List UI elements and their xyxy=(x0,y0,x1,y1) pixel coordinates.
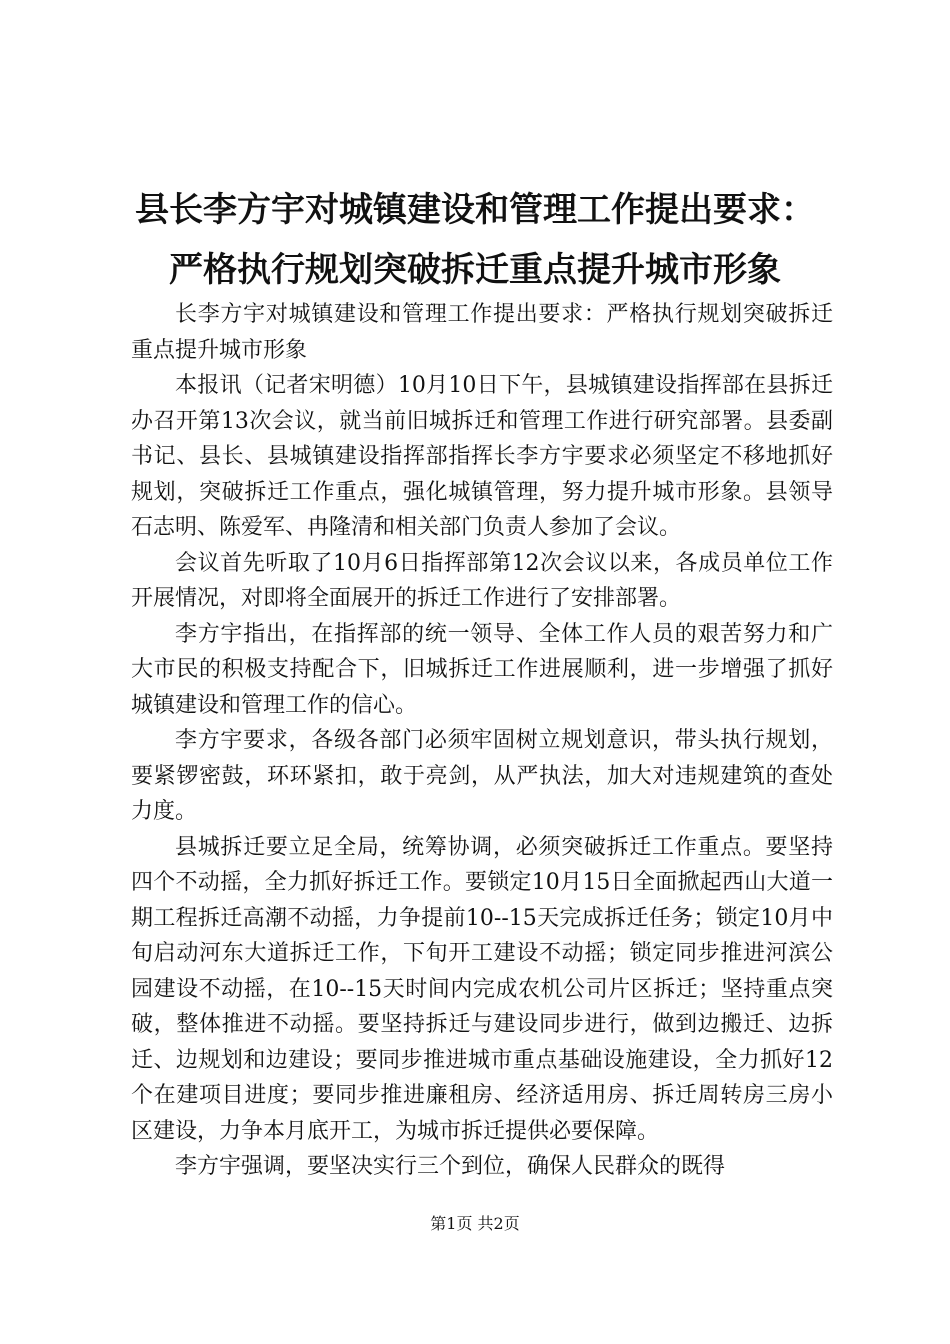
paragraph: 会议首先听取了10月6日指挥部第12次会议以来，各成员单位工作开展情况，对即将全面展开的拆迁工作进行了安排部署。 xyxy=(131,550,833,611)
page-footer: 第1页 共2页 xyxy=(430,1214,520,1233)
paragraph: 县城拆迁要立足全局，统筹协调，必须突破拆迁工作重点。要坚持四个不动摇，全力抓好拆迁工作。要锁定10月15日全面掀起西山大道一期工程拆迁高潮不动摇，力争提前10--15天完成拆迁任务；锁定10月中旬启动河东大道拆迁工作，下旬开工建设不动摇；锁定同步推进河滨公园建设不动摇，在10--15天时间内完成农机公司片区拆迁；坚持重点突破，整体推进不动摇。要坚持拆迁与建设同步进行，做到边搬迁、边拆迁、边规划和边建设；要同步推进城市重点基础设施建设，全力抓好12个在建项目进度；要同步推进廉租房、经济适用房、拆迁周转房三房小区建设，力争本月底开工，为城市拆迁提供必要保障。 xyxy=(131,834,833,1144)
document-body xyxy=(131,297,833,1185)
paragraph: 长李方宇对城镇建设和管理工作提出要求：严格执行规划突破拆迁重点提升城市形象 xyxy=(131,302,833,363)
paragraph: 李方宇要求，各级各部门必须牢固树立规划意识，带头执行规划，要紧锣密鼓，环环紧扣，敢于亮剑，从严执法，加大对违规建筑的查处力度。 xyxy=(131,728,833,824)
document-title-line-1: 县长李方宇对城镇建设和管理工作提出要求： xyxy=(135,190,815,230)
paragraph: 李方宇指出，在指挥部的统一领导、全体工作人员的艰苦努力和广大市民的积极支持配合下，旧城拆迁工作进展顺利，进一步增强了抓好城镇建设和管理工作的信心。 xyxy=(131,621,833,718)
paragraph: 李方宇强调，要坚决实行三个到位，确保人民群众的既得 xyxy=(175,1154,726,1179)
document-title-line-2: 严格执行规划突破拆迁重点提升城市形象 xyxy=(169,250,781,290)
paragraph: 本报讯（记者宋明德）10月10日下午，县城镇建设指挥部在县拆迁办召开第13次会议，就当前旧城拆迁和管理工作进行研究部署。县委副书记、县长、县城镇建设指挥部指挥长李方宇要求必须坚定不移地抓好规划，突破拆迁工作重点，强化城镇管理，努力提升城市形象。县领导石志明、陈爱军、冉隆清和相关部门负责人参加了会议。 xyxy=(131,373,833,540)
